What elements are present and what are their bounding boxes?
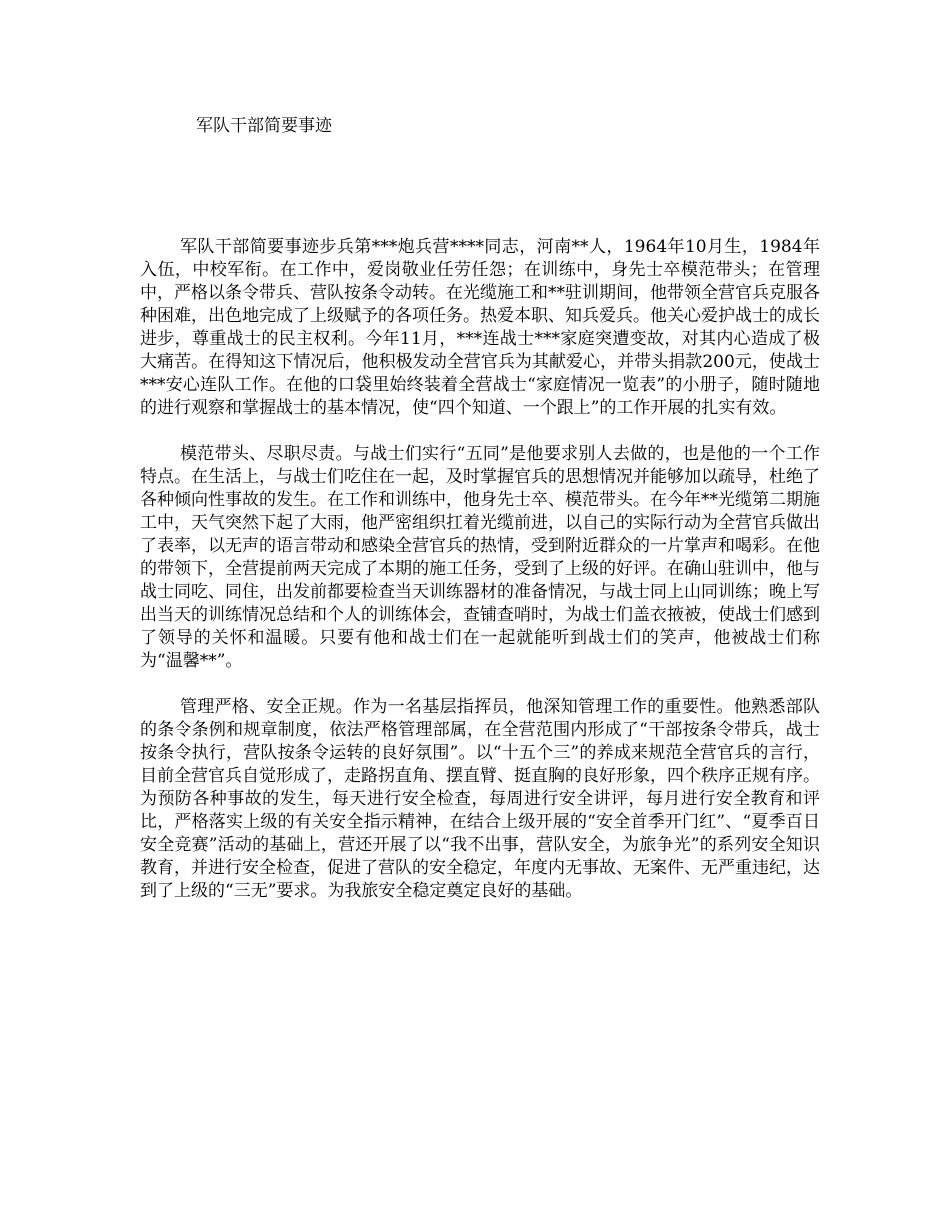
document-title: 军队干部简要事迹: [196, 116, 332, 136]
document-body: [140, 236, 820, 926]
paragraph-management: 管理严格、安全正规。作为一名基层指挥员，他深知管理工作的重要性。他熟悉部队的条令条例和规章制度，依法严格管理部属，在全营范围内形成了“干部按条令带兵，战士按条令执行，营队按条令运转的良好氛围”。以“十五个三”的养成来规范全营官兵的言行，目前全营官兵自觉形成了，走路拐直角、摆直臂、挺直胸的良好形象，四个秩序正规有序。为预防各种事故的发生，每天进行安全检查，每周进行安全讲评，每月进行安全教育和评比，严格落实上级的有关安全指示精神，在结合上级开展的“安全首季开门红”、“夏季百日安全竞赛”活动的基础上，营还开展了以“我不出事，营队安全，为旅争光”的系列安全知识教育，并进行安全检查，促进了营队的安全稳定，年度内无事故、无案件、无严重违纪，达到了上级的“三无”要求。为我旅安全稳定奠定良好的基础。: [140, 697, 820, 901]
paragraph-biography: 军队干部简要事迹步兵第***炮兵营****同志，河南**人，1964年10月生，1984年入伍，中校军衔。在工作中，爱岗敬业任劳任怨；在训练中，身先士卒模范带头；在管理中，严格以条令带兵、营队按条令动转。在光缆施工和**驻训期间，他带领全营官兵克服各种困难，出色地完成了上级赋予的各项任务。热爱本职、知兵爱兵。他关心爱护战士的成长进步，尊重战士的民主权利。今年11月，***连战士***家庭突遭变故，对其内心造成了极大痛苦。在得知这下情况后，他积极发动全营官兵为其献爱心，并带头捐款200元，使战士***安心连队工作。在他的口袋里始终装着全营战士“家庭情况一览表”的小册子，随时随地的进行观察和掌握战士的基本情况，使“四个知道、一个跟上”的工作开展的扎实有效。: [140, 237, 820, 418]
paragraph-leadership: 模范带头、尽职尽责。与战士们实行“五同”是他要求别人去做的，也是他的一个工作特点。在生活上，与战士们吃住在一起，及时掌握官兵的思想情况并能够加以疏导，杜绝了各种倾向性事故的发生。在工作和训练中，他身先士卒、模范带头。在今年**光缆第二期施工中，天气突然下起了大雨，他严密组织扛着光缆前进，以自己的实际行动为全营官兵做出了表率，以无声的语言带动和感染全营官兵的热情，受到附近群众的一片掌声和喝彩。在他的带领下，全营提前两天完成了本期的施工任务，受到了上级的好评。在确山驻训中，他与战士同吃、同住，出发前都要检查当天训练器材的准备情况，与战士同上山同训练；晚上写出当天的训练情况总结和个人的训练体会，查铺查哨时，为战士们盖衣掖被，使战士们感到了领导的关怀和温暖。只要有他和战士们在一起就能听到战士们的笑声，他被战士们称为“温馨**”。: [140, 444, 820, 671]
